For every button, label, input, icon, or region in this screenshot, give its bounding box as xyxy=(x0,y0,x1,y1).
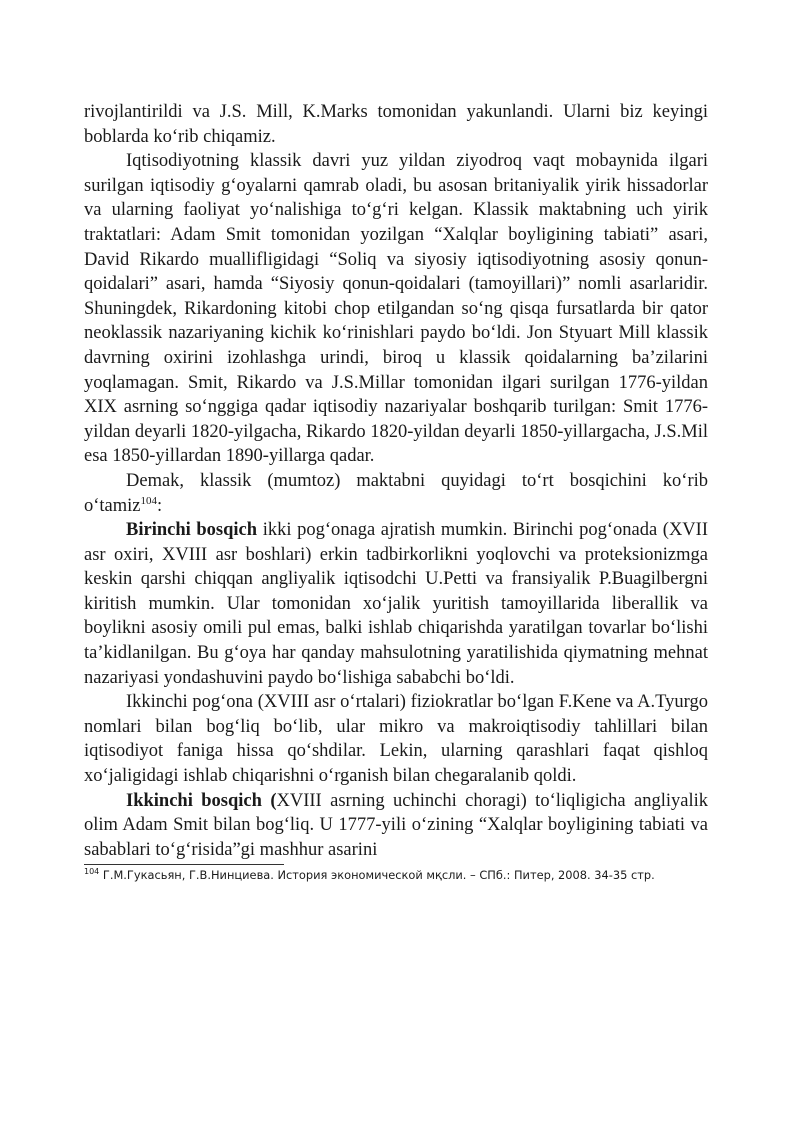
paragraph-3-text: Demak, klassik (mumtoz) maktabni quyidagi to‘rt bosqichini ko‘rib o‘tamiz xyxy=(84,470,708,516)
paragraph-3 xyxy=(84,469,708,518)
stage-one-heading: Birinchi bosqich xyxy=(126,520,258,541)
stage-two-heading: Ikkinchi bosqich xyxy=(126,790,262,811)
footnote-reference[interactable]: 104 xyxy=(140,494,158,507)
stage-two-paren: ( xyxy=(261,790,277,811)
footnote-divider xyxy=(84,864,284,865)
paragraph-6-text: XVIII asrning uchinchi choragi) to‘liqligicha angliyalik olim Adam Smit bilan bog‘liq. U 1777-yili o‘zining “Xalqlar boyligining tabiati va sabablari to‘g‘risida”gi mashhur asarini xyxy=(84,790,708,860)
paragraph-4 xyxy=(84,518,708,690)
body-text xyxy=(84,100,708,862)
paragraph-4-text: ikki pog‘onaga ajratish mumkin. Birinchi pog‘onada (XVII asr oxiri, XVIII asr boshlari) erkin tadbirkorlikni yoqlovchi va proteksionizmga keskin qarshi chiqqan angliyalik iqtisodchi U.Petti va fransiyalik P.Buagilbergni kiritish mumkin. Ular tomonidan xo‘jalik yuritish tamoyillarida liberallik va boylikni asosiy omili pul emas, balki ishlab chiqarishda yaratilgan tovarlar bo‘lishi ta’kidlanilgan. Bu g‘oya har qanday mahsulotning yaratilishida qiymatning mehnat nazariyasi yondashuvini paydo bo‘lishiga sababchi bo‘ldi. xyxy=(84,520,708,688)
paragraph-5: Ikkinchi pog‘ona (XVIII asr o‘rtalari) fiziokratlar bo‘lgan F.Kene va A.Tyurgo nomlari bilan bog‘liq bo‘lib, ular mikro va makroiqtisodiy tahlillari bilan iqtisodiyot faniga hissa qo‘shdilar. Lekin, ularning qarashlari faqat qishloq xo‘jaligidagi ishlab chiqarishni o‘rganish bilan chegaralanib qoldi. xyxy=(84,692,708,787)
paragraph-3-end: : xyxy=(157,495,163,516)
footnote-number: 104 xyxy=(84,867,100,877)
footnote xyxy=(84,867,708,883)
footnote-text: Г.М.Гукасьян, Г.В.Нинциева. История экономической мқсли. – СПб.: Питер, 2008. 34-35 стр. xyxy=(99,868,655,883)
paragraph-2: Iqtisodiyotning klassik davri yuz yildan ziyodroq vaqt mobaynida ilgari surilgan iqtisodiy g‘oyalarni qamrab oladi, bu asosan britaniyalik yirik hissadorlar va ularning faoliyat yo‘nalishiga to‘g‘ri kelgan. Klassik maktabning uch yirik traktatlari: Adam Smit tomonidan yozilgan “Xalqlar boyligining tabiati” asari, David Rikardo muallifligidagi “Soliq va siyosiy iqtisodiyotning asosiy qonun-qoidalari” asari, hamda “Siyosiy qonun-qoidalari (tamoyillari)” nomli asarlaridir. Shuningdek, Rikardoning kitobi chop etilgandan so‘ng qisqa fursatlarda bir qator neoklassik nazariyaning kichik ko‘rinishlari paydo bo‘ldi. Jon Styuart Mill klassik davrning oxirini izohlashga urindi, biroq u klassik qoidalarning ba’zilarini yoqlamagan. Smit, Rikardo va J.S.Millar tomonidan ilgari surilgan 1776-yildan XIX asrning so‘nggiga qadar iqtisodiy nazariyalar boshqarib turilgan: Smit 1776-yildan deyarli 1820-yilgacha, Rikardo 1820-yildan deyarli 1850-yillargacha, J.S.Mil esa 1850-yillardan 1890-yillarga qadar. xyxy=(84,151,708,467)
paragraph-6 xyxy=(84,789,708,863)
paragraph-1: rivojlantirildi va J.S. Mill, K.Marks tomonidan yakunlandi. Ularni biz keyingi boblarda ko‘rib chiqamiz. xyxy=(84,102,708,147)
